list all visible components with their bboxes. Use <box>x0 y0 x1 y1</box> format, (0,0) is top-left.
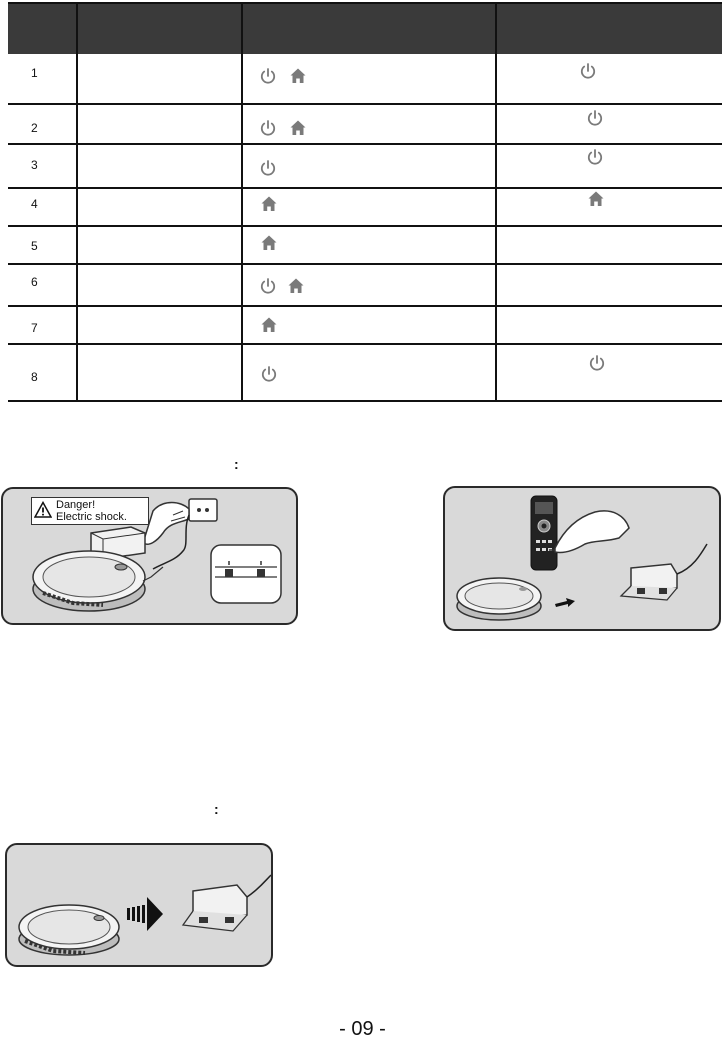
row-divider <box>8 103 722 105</box>
row-divider <box>8 225 722 227</box>
row-divider <box>8 305 722 307</box>
power-icon <box>586 109 604 127</box>
power-icon <box>579 62 597 80</box>
home-icon <box>289 119 307 137</box>
row-divider <box>8 263 722 265</box>
power-icon <box>586 148 604 166</box>
row-divider <box>8 187 722 189</box>
power-icon <box>259 119 277 137</box>
page-number: - 09 - <box>339 1018 386 1040</box>
panel-auto-return-illustration <box>5 843 273 967</box>
power-icon <box>260 365 278 383</box>
home-icon <box>287 277 305 295</box>
row-number: 2 <box>31 121 38 135</box>
power-icon <box>588 354 606 372</box>
home-icon <box>289 67 307 85</box>
row-number: 3 <box>31 158 38 172</box>
danger-warning-label <box>31 497 149 525</box>
robot-return-to-dock-illustration <box>7 845 271 965</box>
column-divider <box>241 4 243 400</box>
section-heading-colon: : <box>214 801 219 817</box>
panel-remote-return-illustration <box>443 486 721 631</box>
warning-text: Electric shock. <box>56 511 127 523</box>
row-number: 6 <box>31 275 38 289</box>
remote-control-return-illustration <box>445 488 719 629</box>
home-icon <box>260 234 278 252</box>
panel-unplug-illustration <box>1 487 298 625</box>
home-icon <box>260 316 278 334</box>
table-header <box>8 4 722 54</box>
section-heading-colon: : <box>234 456 239 472</box>
column-divider <box>76 4 78 400</box>
warning-title: Danger! <box>56 499 96 511</box>
row-divider <box>8 343 722 345</box>
column-divider <box>495 4 497 400</box>
home-icon <box>260 195 278 213</box>
row-number: 4 <box>31 197 38 211</box>
power-icon <box>259 277 277 295</box>
status-table <box>8 2 722 402</box>
home-icon <box>587 190 605 208</box>
power-icon <box>259 159 277 177</box>
row-number: 1 <box>31 66 38 80</box>
row-number: 7 <box>31 321 38 335</box>
warning-icon <box>34 501 52 519</box>
row-number: 8 <box>31 370 38 384</box>
power-icon <box>259 67 277 85</box>
row-divider <box>8 143 722 145</box>
row-number: 5 <box>31 239 38 253</box>
